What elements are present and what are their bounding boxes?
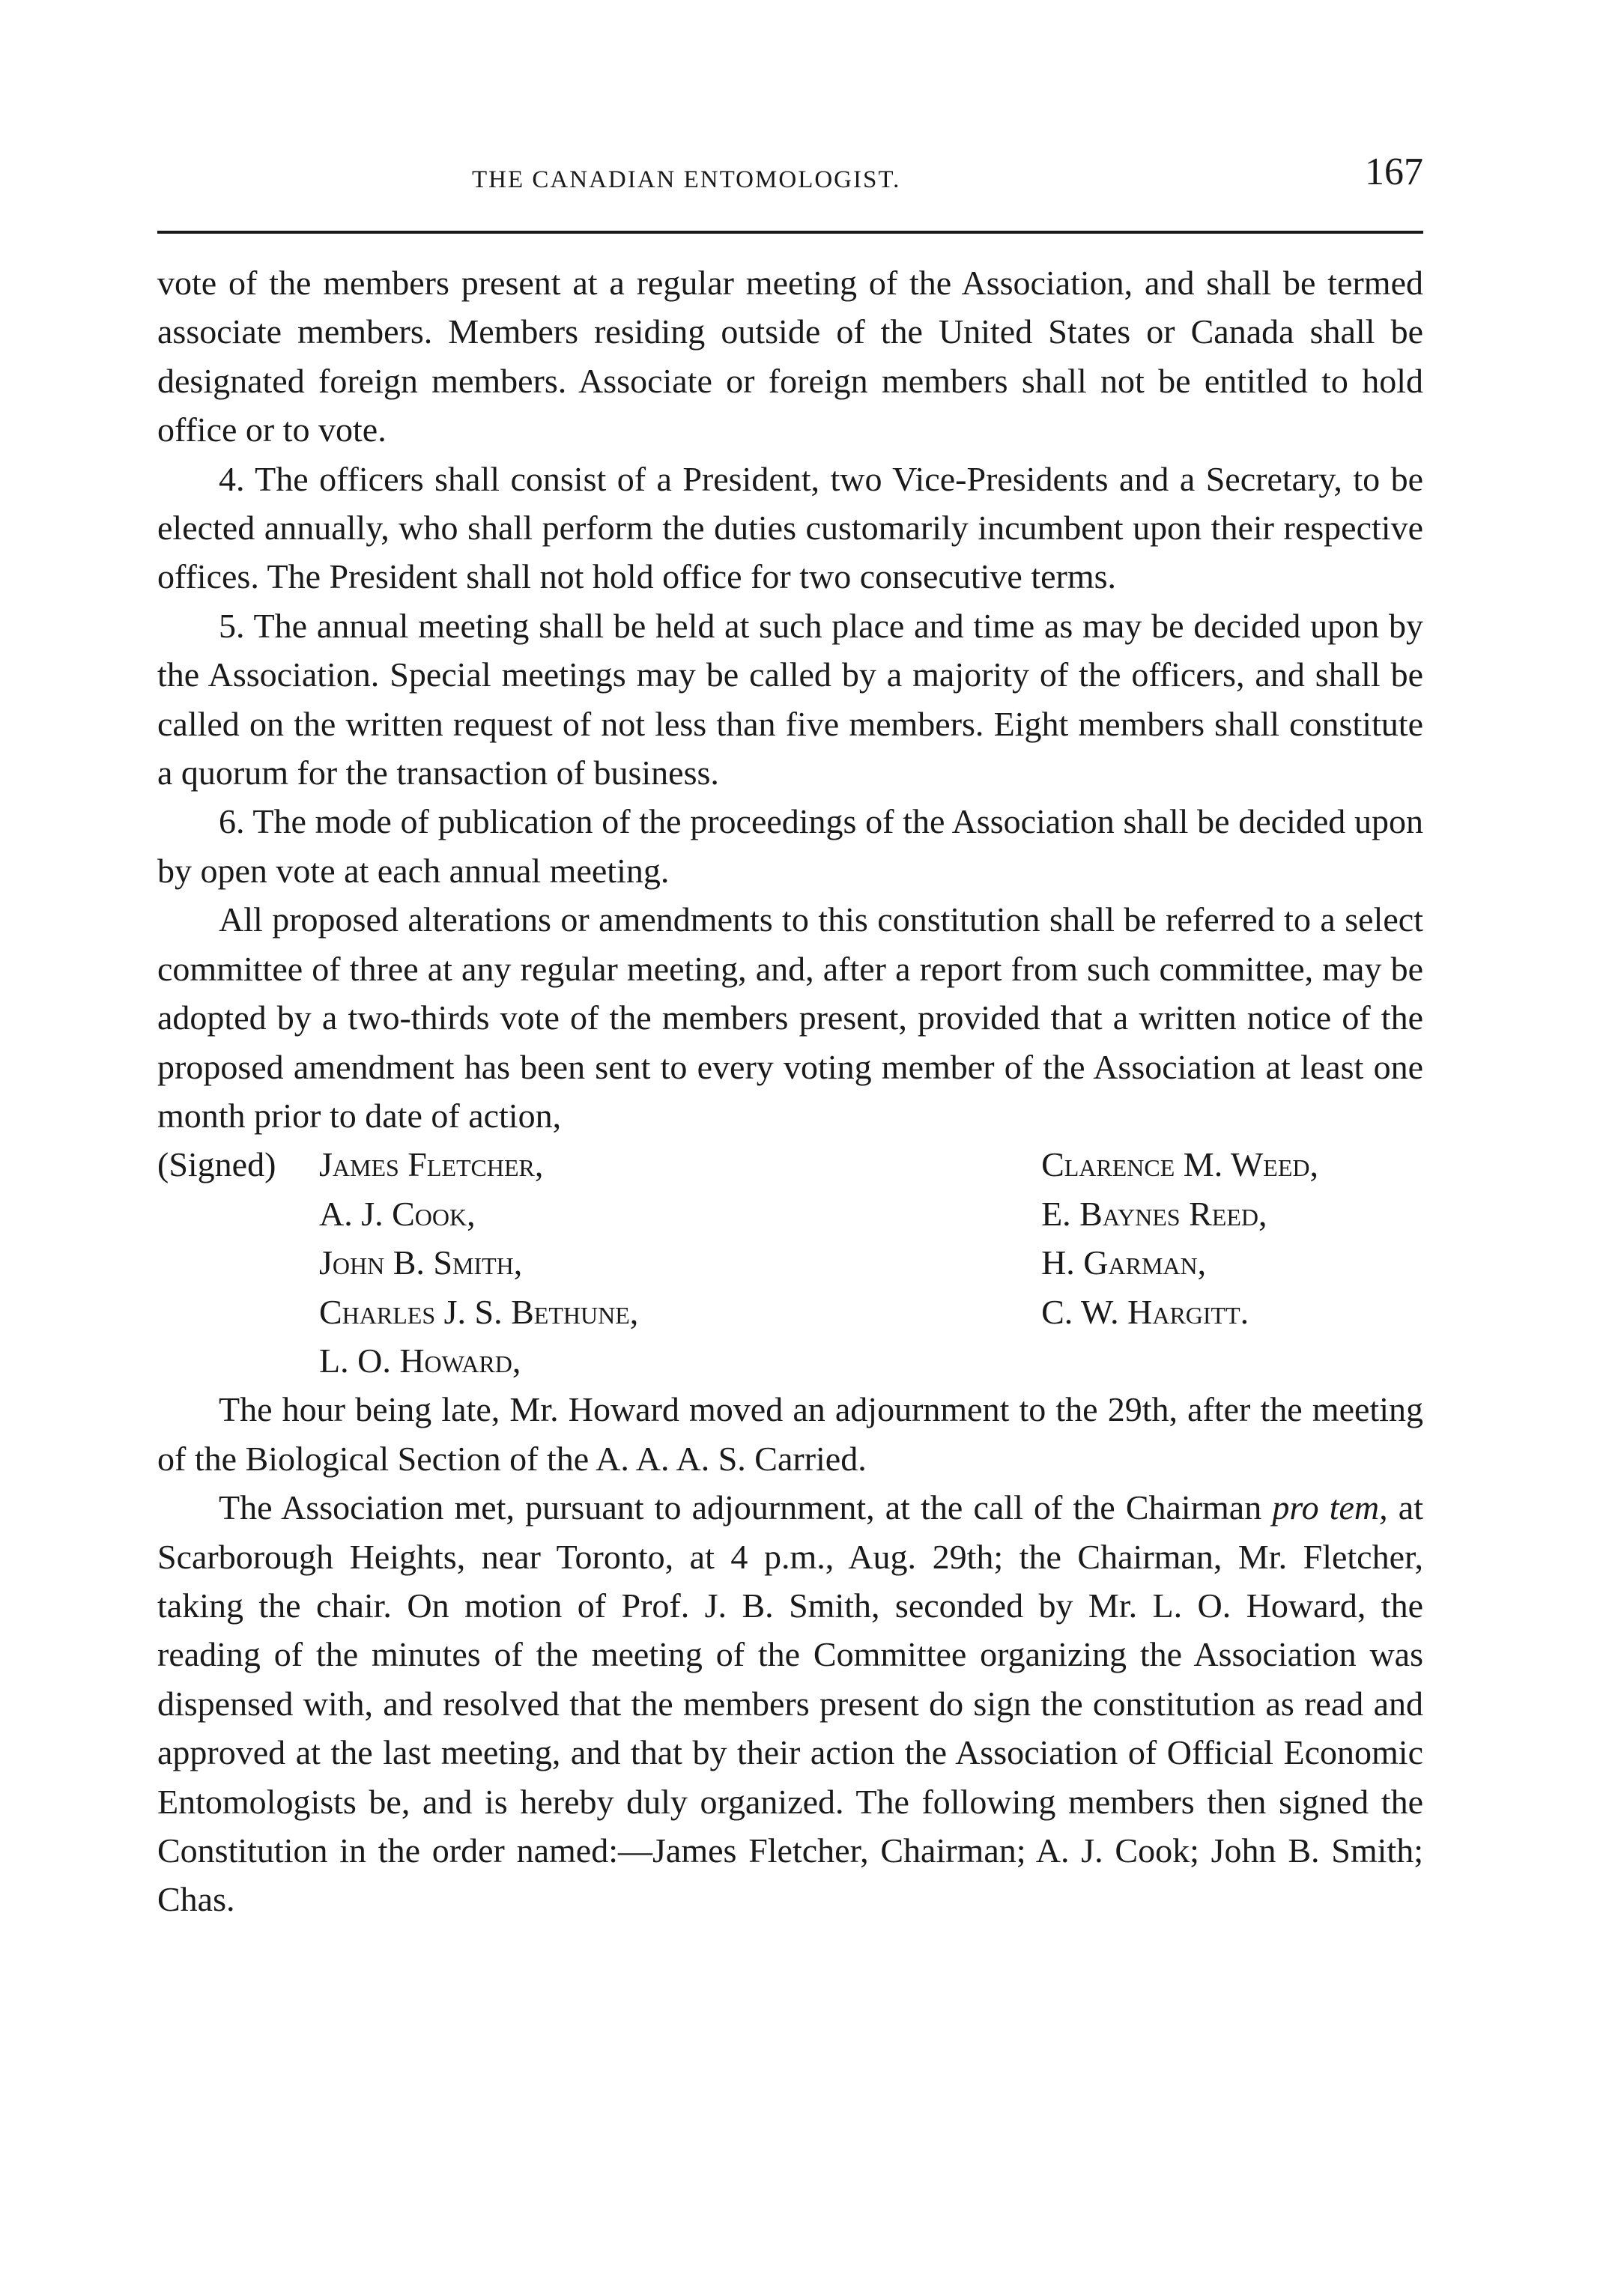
- signatory: L. O. Howard,: [319, 1341, 521, 1380]
- signatory: A. J. Cook,: [319, 1194, 476, 1233]
- signatories-left-list: [319, 1140, 638, 1385]
- meeting-text-rest: at Scarborough Heights, near Toronto, at 4 p.m., Aug. 29th; the Chairman, Mr. Fletcher, taking the chair. On motion of Prof. J. B. Smith, seconded by Mr. L. O. Howard, the reading of the minutes of the meeting of the Committee organizing the Association was dispensed with, and resolved that the members present do sign the constitution as read and approved at the last meeting, and that by their action the Association of Official Economic Entomologists be, and is hereby duly organized. The following members then signed the Constitution in the order named:—James Fletcher, Chairman; A. J. Cook; John B. Smith; Chas.: [157, 1488, 1423, 1919]
- paragraph-officers: 4. The officers shall consist of a President, two Vice-Presidents and a Secretary, to be elected annually, who shall perform the duties customarily incumbent upon their respective offices. The President shall not hold office for two consecutive terms.: [157, 459, 1423, 596]
- signatures-left: [157, 1140, 638, 1385]
- signatures-block: [157, 1140, 1423, 1385]
- signatory: Charles J. S. Bethune,: [319, 1292, 639, 1331]
- signatory: E. Baynes Reed,: [1041, 1194, 1267, 1233]
- signatory: John B. Smith,: [319, 1243, 523, 1282]
- signatory: C. W. Hargitt.: [1041, 1292, 1249, 1331]
- paragraph-annual-meeting: 5. The annual meeting shall be held at such place and time as may be decided upon by the Association. Special meetings may be called by a majority of the officers, and shall be called on the written request of not less than five members. Eight members shall constitute a quorum for the transaction of business.: [157, 606, 1423, 792]
- signatory: H. Garman,: [1041, 1243, 1207, 1282]
- header-rule: [157, 231, 1423, 234]
- paragraph-publication: 6. The mode of publication of the proceedings of the Association shall be decided upon by open vote at each annual meeting.: [157, 802, 1423, 890]
- page-number: 167: [1365, 151, 1423, 193]
- paragraph-adjournment: The hour being late, Mr. Howard moved an adjournment to the 29th, after the meeting of the Biological Section of the A. A. A. S. Carried.: [157, 1390, 1423, 1478]
- signatory: James Fletcher,: [319, 1145, 544, 1184]
- running-head: [157, 150, 1423, 202]
- meeting-text-start: The Association met, pursuant to adjournment, at the call of the Chairman: [219, 1488, 1273, 1527]
- running-title: THE CANADIAN ENTOMOLOGIST.: [472, 166, 901, 193]
- signed-label: (Signed): [157, 1145, 276, 1184]
- signatory: Clarence M. Weed,: [1041, 1145, 1318, 1184]
- body-text: [157, 258, 1423, 1924]
- pro-tem-italic: pro tem,: [1272, 1488, 1388, 1527]
- paragraph-amendments: All proposed alterations or amendments to this constitution shall be referred to a select committee of three at any regular meeting, and, after a report from such committee, may be adopted by a two-thirds vote of the members present, provided that a written notice of the proposed amendment has been sent to every voting member of the Association at least one month prior to date of action,: [157, 900, 1423, 1135]
- paragraph-meeting: [157, 1483, 1423, 1924]
- book-page: [157, 150, 1423, 1919]
- signatories-right-list: [1041, 1140, 1318, 1336]
- paragraph-continued: vote of the members present at a regular meeting of the Association, and shall be termed associate members. Members residing outside of the United States or Canada shall be designated foreign members. Associate or foreign members shall not be entitled to hold office or to vote.: [157, 264, 1423, 449]
